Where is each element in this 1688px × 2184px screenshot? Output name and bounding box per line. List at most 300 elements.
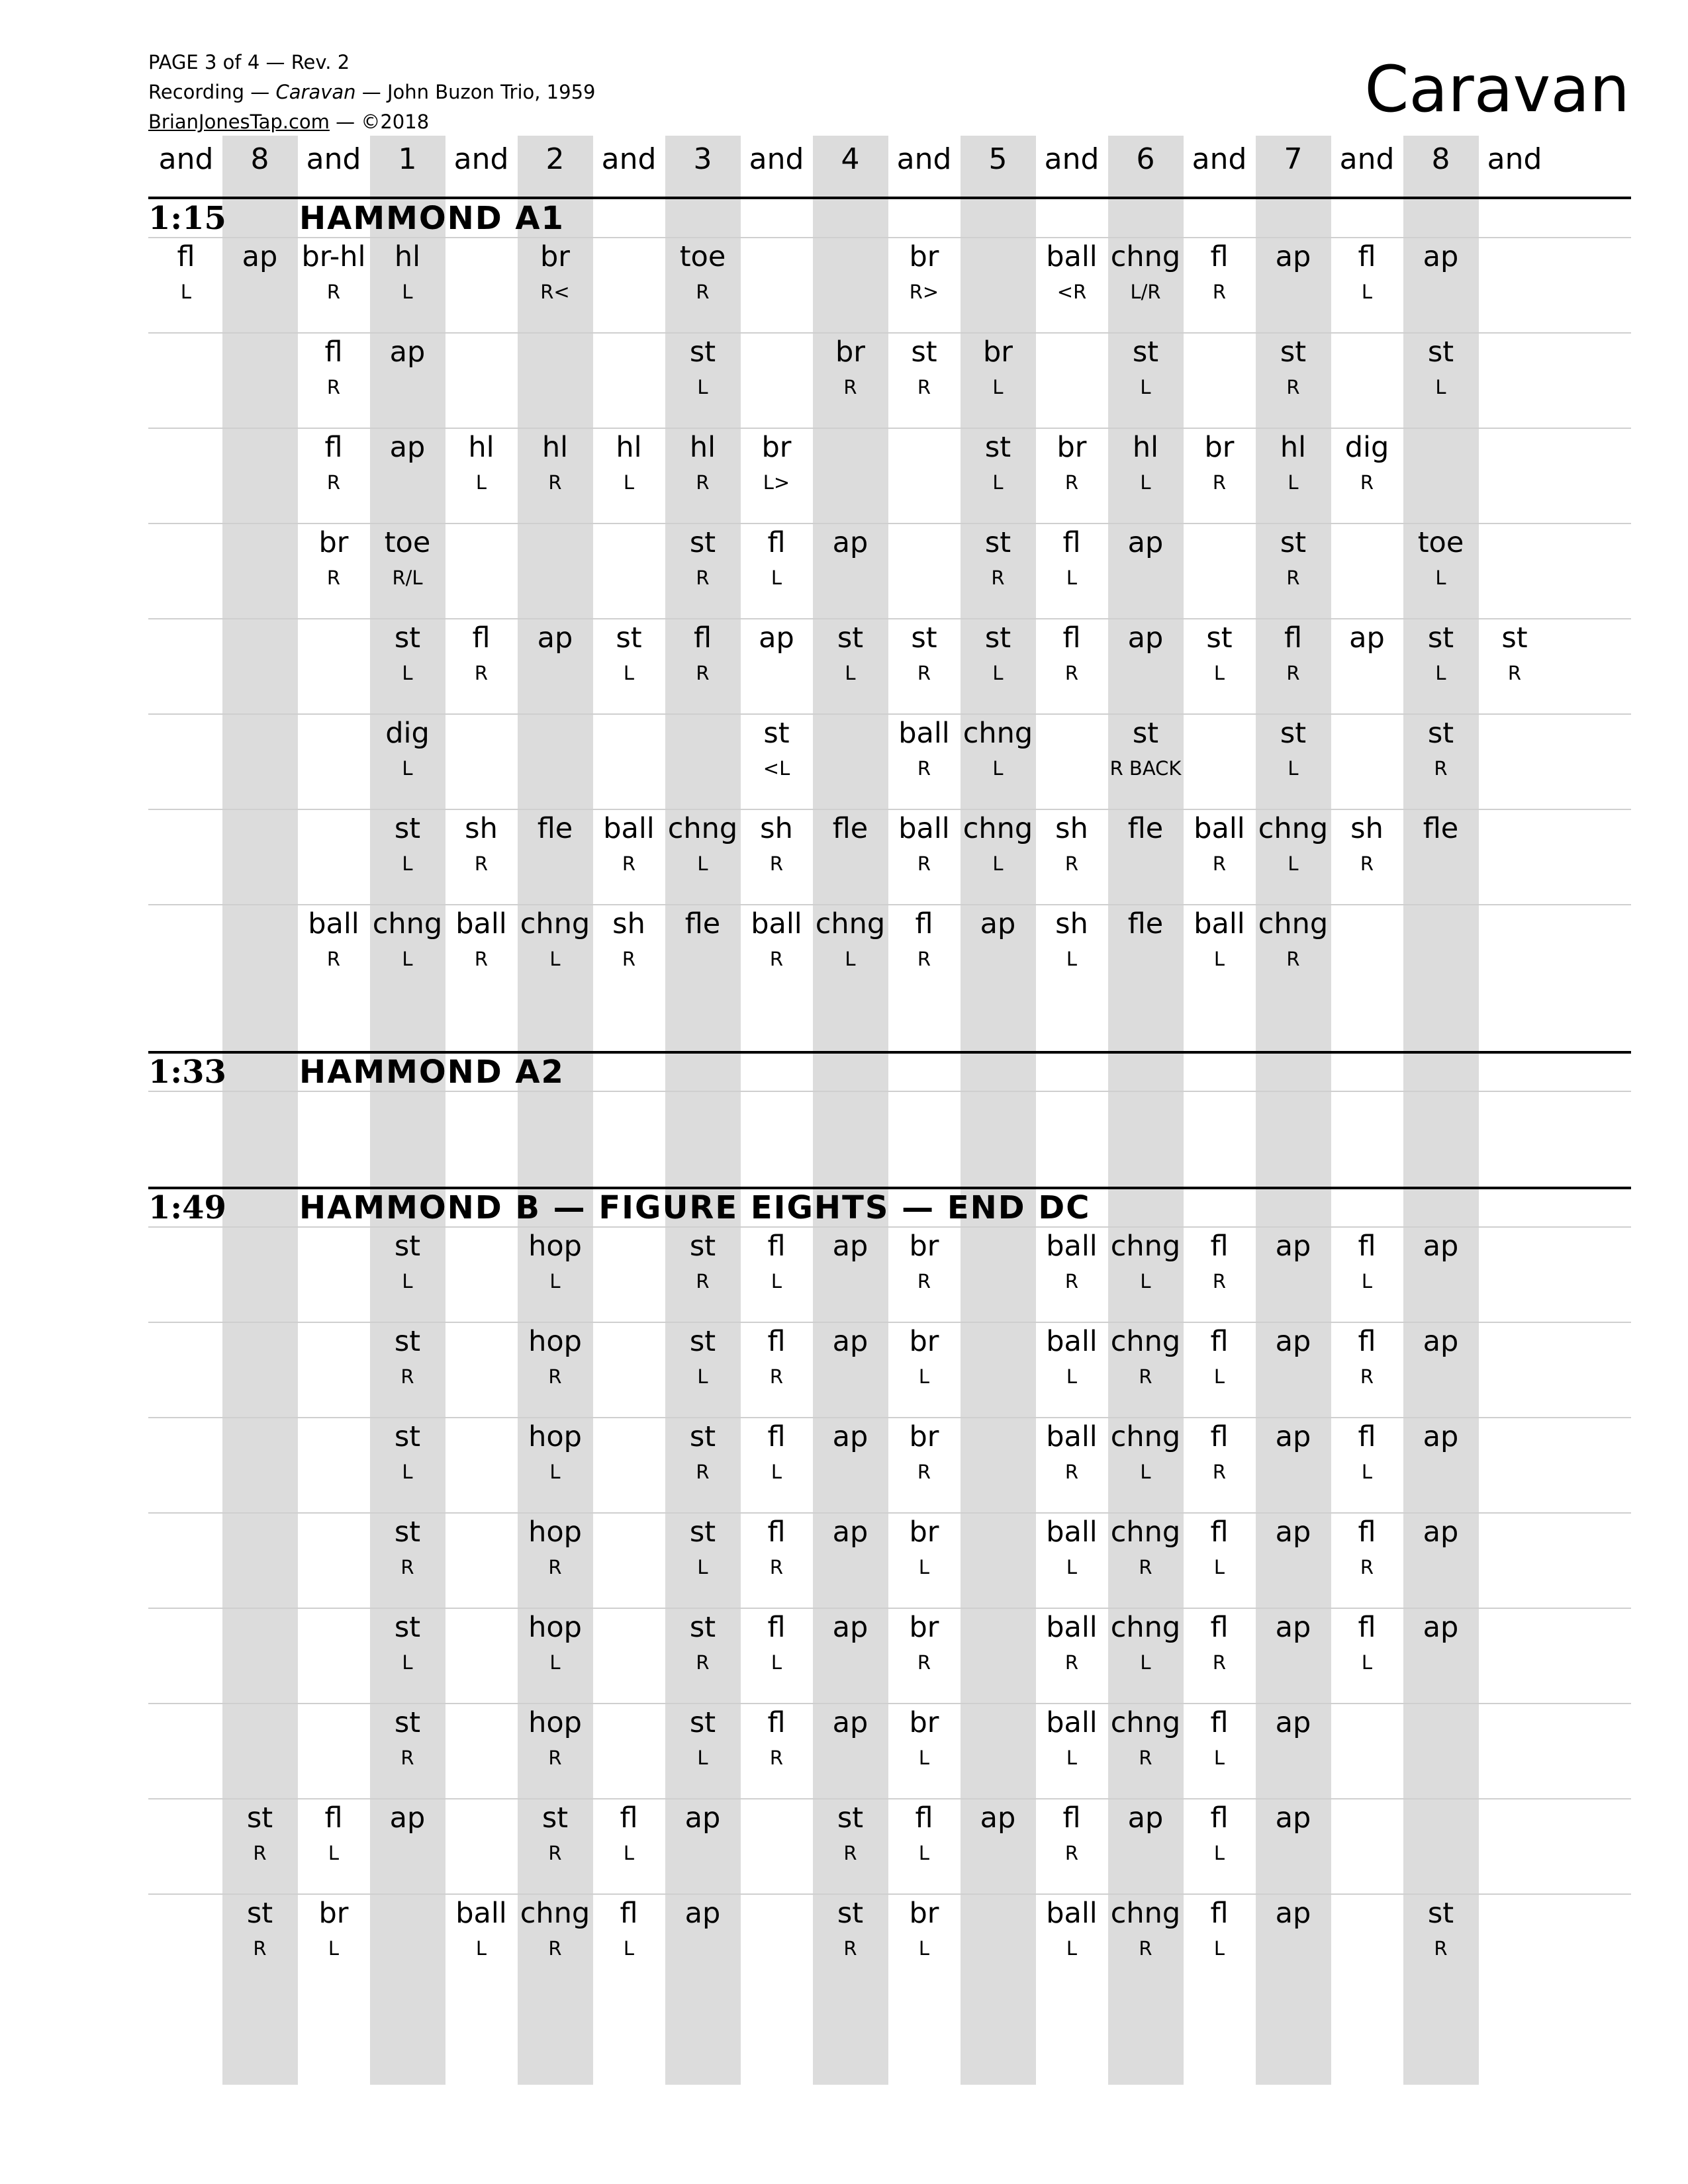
foot-label: R: [696, 662, 710, 684]
step-label: chng: [1110, 1516, 1181, 1549]
foot-label: L: [1288, 471, 1299, 494]
foot-label: R: [326, 471, 341, 494]
step-label: fle: [1127, 907, 1164, 940]
step-label: st: [1132, 717, 1159, 750]
foot-label: L: [623, 471, 635, 494]
foot-label: L: [1435, 567, 1446, 589]
step-label: fl: [1210, 1801, 1229, 1835]
step-label: br-hl: [301, 240, 366, 273]
foot-label: L: [1140, 376, 1151, 398]
step-label: chng: [1258, 812, 1329, 845]
site-link[interactable]: BrianJonesTap.com: [148, 111, 330, 133]
step-label: st: [1427, 717, 1454, 750]
step-label: st: [911, 621, 937, 655]
step-label: ball: [1046, 1897, 1098, 1930]
foot-label: R: [917, 948, 931, 970]
step-label: fl: [1210, 1420, 1229, 1453]
foot-label: R: [326, 376, 341, 398]
step-label: ap: [1127, 526, 1164, 559]
foot-label: R: [1139, 1747, 1152, 1769]
foot-label: R: [1064, 1461, 1079, 1483]
step-label: ap: [832, 1325, 868, 1358]
row-divider: [148, 904, 1631, 905]
foot-label: R: [769, 852, 784, 875]
foot-label: L: [697, 1556, 708, 1578]
step-label: ap: [1275, 1897, 1311, 1930]
foot-label: L: [1361, 1461, 1373, 1483]
step-label: fl: [1062, 621, 1081, 655]
row-divider: [148, 1512, 1631, 1514]
foot-label: L: [328, 1842, 340, 1864]
foot-label: R: [1286, 376, 1300, 398]
foot-label: L>: [763, 471, 790, 494]
step-label: fl: [620, 1897, 638, 1930]
foot-label: R: [548, 1842, 562, 1864]
step-label: st: [394, 1420, 421, 1453]
foot-label: L: [1066, 567, 1078, 589]
foot-label: L: [1066, 1556, 1078, 1578]
foot-label: R: [696, 567, 710, 589]
step-label: ball: [1046, 1325, 1098, 1358]
step-label: st: [689, 1230, 716, 1263]
foot-label: L: [1066, 1365, 1078, 1388]
foot-label: L: [402, 662, 413, 684]
foot-label: R BACK: [1109, 757, 1182, 780]
count-label: and: [896, 142, 952, 176]
foot-label: R: [400, 1556, 414, 1578]
step-label: ap: [1275, 1420, 1311, 1453]
step-label: hl: [689, 431, 716, 464]
step-label: fl: [1210, 1230, 1229, 1263]
section-title: HAMMOND B — FIGURE EIGHTS — END DC: [299, 1189, 1091, 1226]
step-label: hl: [394, 240, 421, 273]
section-time: 1:49: [148, 1189, 226, 1226]
step-label: st: [394, 812, 421, 845]
step-label: chng: [520, 907, 590, 940]
foot-label: R: [1286, 662, 1300, 684]
step-label: fl: [915, 1801, 933, 1835]
step-label: br: [318, 526, 349, 559]
foot-label: L: [1140, 1461, 1151, 1483]
step-label: hop: [528, 1230, 582, 1263]
step-label: sh: [612, 907, 645, 940]
step-label: br: [909, 1897, 939, 1930]
step-label: hop: [528, 1516, 582, 1549]
foot-label: R: [917, 376, 931, 398]
step-label: ap: [1275, 1611, 1311, 1644]
foot-label: L: [1213, 1556, 1225, 1578]
count-label: 4: [841, 142, 860, 176]
foot-label: L: [402, 1270, 413, 1293]
step-label: chng: [1258, 907, 1329, 940]
step-label: ball: [1046, 1516, 1098, 1549]
step-label: ap: [389, 431, 426, 464]
step-label: sh: [1055, 907, 1088, 940]
foot-label: L: [918, 1842, 930, 1864]
step-label: fl: [767, 1516, 786, 1549]
page-title: Caravan: [1364, 52, 1630, 126]
foot-label: R: [696, 471, 710, 494]
row-divider: [148, 428, 1631, 429]
step-label: fl: [1358, 1611, 1376, 1644]
step-label: ap: [537, 621, 573, 655]
foot-label: L: [845, 662, 856, 684]
step-label: br: [909, 1230, 939, 1263]
step-label: fl: [324, 336, 343, 369]
step-label: ap: [1275, 240, 1311, 273]
step-label: br: [909, 1325, 939, 1358]
step-label: ball: [1046, 240, 1098, 273]
step-label: ap: [389, 336, 426, 369]
step-label: st: [1427, 336, 1454, 369]
step-label: chng: [1110, 1897, 1181, 1930]
foot-label: L: [697, 1747, 708, 1769]
foot-label: L: [697, 852, 708, 875]
foot-label: R: [1064, 1842, 1079, 1864]
foot-label: L: [402, 281, 413, 303]
foot-label: R: [1434, 757, 1448, 780]
foot-label: L: [1140, 1270, 1151, 1293]
foot-label: R: [1212, 1461, 1227, 1483]
foot-label: L: [1066, 1937, 1078, 1960]
row-divider: [148, 1798, 1631, 1799]
foot-label: R: [769, 1556, 784, 1578]
step-label: ap: [1423, 1611, 1459, 1644]
step-label: st: [1280, 336, 1307, 369]
step-label: hop: [528, 1706, 582, 1739]
step-label: br: [318, 1897, 349, 1930]
step-label: ap: [1275, 1801, 1311, 1835]
count-label: and: [1487, 142, 1542, 176]
step-label: br: [1204, 431, 1235, 464]
step-label: fl: [1210, 1706, 1229, 1739]
foot-label: R: [1212, 852, 1227, 875]
foot-label: R: [696, 1270, 710, 1293]
step-label: st: [984, 431, 1011, 464]
step-label: fl: [324, 431, 343, 464]
foot-label: L: [697, 1365, 708, 1388]
count-label: 3: [693, 142, 712, 176]
foot-label: R: [1360, 1556, 1374, 1578]
step-label: ap: [1423, 1516, 1459, 1549]
foot-label: R: [696, 1651, 710, 1674]
step-label: hl: [468, 431, 494, 464]
step-label: st: [246, 1801, 273, 1835]
count-label: and: [306, 142, 361, 176]
foot-label: R: [917, 757, 931, 780]
foot-label: R: [1064, 471, 1079, 494]
step-label: fl: [1062, 526, 1081, 559]
foot-label: L: [1361, 1270, 1373, 1293]
count-label: 1: [398, 142, 417, 176]
foot-label: R: [696, 281, 710, 303]
step-label: chng: [1110, 1325, 1181, 1358]
step-label: dig: [385, 717, 430, 750]
step-label: fl: [1358, 1516, 1376, 1549]
foot-label: R: [917, 662, 931, 684]
step-label: fl: [1358, 1230, 1376, 1263]
step-label: br: [835, 336, 865, 369]
step-label: st: [1427, 621, 1454, 655]
foot-label: L: [1213, 1747, 1225, 1769]
step-label: st: [394, 1325, 421, 1358]
foot-label: R: [991, 567, 1005, 589]
foot-label: R: [622, 948, 636, 970]
foot-label: R: [769, 1365, 784, 1388]
foot-label: L: [1140, 1651, 1151, 1674]
step-label: fl: [472, 621, 491, 655]
step-label: fl: [767, 1706, 786, 1739]
foot-label: R: [622, 852, 636, 875]
foot-label: R: [769, 948, 784, 970]
foot-label: R: [1212, 471, 1227, 494]
step-label: ball: [898, 717, 950, 750]
step-label: ball: [603, 812, 655, 845]
step-label: st: [689, 1706, 716, 1739]
foot-label: L: [918, 1937, 930, 1960]
step-label: ap: [1275, 1706, 1311, 1739]
foot-label: L: [1066, 1747, 1078, 1769]
foot-label: L: [992, 376, 1004, 398]
step-label: ap: [1423, 1420, 1459, 1453]
step-label: st: [837, 621, 864, 655]
step-label: ap: [1127, 621, 1164, 655]
foot-label: R: [1212, 1270, 1227, 1293]
row-divider: [148, 618, 1631, 619]
foot-label: R: [1212, 1651, 1227, 1674]
step-label: toe: [679, 240, 726, 273]
step-label: sh: [1350, 812, 1383, 845]
step-label: ball: [898, 812, 950, 845]
foot-label: L: [771, 567, 782, 589]
step-label: ap: [832, 1420, 868, 1453]
count-label: 5: [988, 142, 1008, 176]
step-label: br: [1056, 431, 1087, 464]
row-divider: [148, 237, 1631, 238]
foot-label: R: [253, 1842, 267, 1864]
step-label: st: [394, 1611, 421, 1644]
step-label: st: [616, 621, 642, 655]
recording-title: Caravan: [275, 81, 356, 103]
foot-label: L: [1435, 376, 1446, 398]
foot-label: L: [918, 1365, 930, 1388]
step-label: ball: [455, 1897, 507, 1930]
foot-label: R: [474, 948, 489, 970]
step-label: st: [689, 1611, 716, 1644]
step-label: sh: [1055, 812, 1088, 845]
foot-label: L: [1288, 852, 1299, 875]
foot-label: R: [917, 1461, 931, 1483]
foot-label: L: [1288, 757, 1299, 780]
foot-label: R: [474, 852, 489, 875]
step-label: chng: [962, 812, 1033, 845]
step-label: br: [761, 431, 792, 464]
step-label: st: [1132, 336, 1159, 369]
step-label: ball: [1046, 1230, 1098, 1263]
step-label: st: [1280, 526, 1307, 559]
step-label: ap: [832, 1516, 868, 1549]
foot-label: L: [180, 281, 192, 303]
step-label: st: [837, 1801, 864, 1835]
step-label: st: [837, 1897, 864, 1930]
count-label: 6: [1136, 142, 1155, 176]
foot-label: L: [549, 1270, 561, 1293]
foot-label: L: [402, 852, 413, 875]
step-label: fl: [177, 240, 195, 273]
foot-label: L: [475, 1937, 487, 1960]
step-label: st: [689, 1325, 716, 1358]
foot-label: L: [697, 376, 708, 398]
foot-label: R<: [540, 281, 570, 303]
step-label: chng: [667, 812, 738, 845]
step-label: chng: [1110, 1611, 1181, 1644]
foot-label: R: [326, 948, 341, 970]
step-label: ap: [389, 1801, 426, 1835]
foot-label: L: [328, 1937, 340, 1960]
foot-label: L: [1213, 1365, 1225, 1388]
step-label: ap: [980, 907, 1016, 940]
foot-label: R: [1434, 1937, 1448, 1960]
foot-label: L: [1140, 471, 1151, 494]
step-label: fle: [1127, 812, 1164, 845]
step-label: chng: [1110, 1706, 1181, 1739]
step-label: br: [909, 1516, 939, 1549]
step-label: fl: [1284, 621, 1303, 655]
foot-label: R: [548, 1747, 562, 1769]
foot-label: L: [771, 1270, 782, 1293]
step-label: ap: [759, 621, 794, 655]
step-label: ball: [1046, 1706, 1098, 1739]
foot-label: <L: [763, 757, 790, 780]
foot-label: R: [1064, 1651, 1079, 1674]
foot-label: R: [1212, 281, 1227, 303]
count-label: and: [453, 142, 509, 176]
foot-label: L: [992, 662, 1004, 684]
step-label: fl: [324, 1801, 343, 1835]
foot-label: R: [1360, 1365, 1374, 1388]
step-label: ap: [832, 1611, 868, 1644]
step-label: fl: [1358, 1420, 1376, 1453]
step-label: st: [394, 1230, 421, 1263]
step-label: st: [984, 526, 1011, 559]
foot-label: L: [1435, 662, 1446, 684]
step-label: st: [1280, 717, 1307, 750]
foot-label: R: [1139, 1556, 1152, 1578]
foot-label: R: [843, 376, 857, 398]
step-label: sh: [465, 812, 498, 845]
step-label: fl: [693, 621, 712, 655]
foot-label: R: [917, 852, 931, 875]
foot-label: L: [402, 1651, 413, 1674]
foot-label: L/R: [1130, 281, 1161, 303]
step-label: st: [394, 1706, 421, 1739]
foot-label: L: [475, 471, 487, 494]
foot-label: L: [918, 1747, 930, 1769]
step-label: ap: [1423, 1230, 1459, 1263]
step-label: dig: [1344, 431, 1389, 464]
step-label: fl: [1358, 240, 1376, 273]
step-label: br: [909, 240, 939, 273]
step-label: ap: [1349, 621, 1385, 655]
recording-line: Recording — Caravan — John Buzon Trio, 1959: [148, 81, 596, 103]
step-label: ap: [684, 1897, 721, 1930]
step-label: ball: [751, 907, 802, 940]
section-time: 1:15: [148, 200, 226, 237]
row-divider: [148, 809, 1631, 810]
foot-label: R: [400, 1365, 414, 1388]
step-label: chng: [962, 717, 1033, 750]
foot-label: R: [843, 1842, 857, 1864]
foot-label: R>: [909, 281, 939, 303]
step-label: ap: [1275, 1230, 1311, 1263]
step-label: fl: [767, 1611, 786, 1644]
step-label: fl: [767, 1420, 786, 1453]
step-label: ap: [980, 1801, 1016, 1835]
row-divider: [148, 1893, 1631, 1895]
count-label: 2: [545, 142, 565, 176]
foot-label: R: [1507, 662, 1522, 684]
foot-label: R: [843, 1937, 857, 1960]
step-label: fl: [915, 907, 933, 940]
foot-label: R: [548, 1937, 562, 1960]
step-label: ball: [1194, 907, 1245, 940]
foot-label: R: [1064, 662, 1079, 684]
step-label: fl: [1210, 1611, 1229, 1644]
step-label: hl: [1280, 431, 1307, 464]
row-divider: [148, 1091, 1631, 1092]
step-label: st: [1427, 1897, 1454, 1930]
step-label: ball: [455, 907, 507, 940]
header-rule: [148, 197, 1631, 199]
step-label: st: [689, 1420, 716, 1453]
foot-label: L: [992, 757, 1004, 780]
foot-label: L: [1213, 662, 1225, 684]
count-label: 7: [1284, 142, 1303, 176]
row-divider: [148, 332, 1631, 334]
foot-label: L: [623, 1842, 635, 1864]
step-label: fle: [537, 812, 573, 845]
foot-label: L: [771, 1461, 782, 1483]
foot-label: L: [1213, 948, 1225, 970]
foot-label: L: [402, 948, 413, 970]
site-line: BrianJonesTap.com — ©2018: [148, 111, 430, 133]
step-label: fl: [1210, 1325, 1229, 1358]
step-label: chng: [1110, 240, 1181, 273]
step-label: fl: [767, 1230, 786, 1263]
foot-label: R: [474, 662, 489, 684]
step-label: st: [1206, 621, 1233, 655]
step-label: st: [541, 1801, 569, 1835]
step-label: br: [909, 1706, 939, 1739]
foot-label: R: [1360, 852, 1374, 875]
foot-label: L: [992, 852, 1004, 875]
foot-label: R: [1286, 567, 1300, 589]
step-label: st: [911, 336, 937, 369]
step-label: fl: [1210, 240, 1229, 273]
step-label: chng: [372, 907, 443, 940]
foot-label: R: [917, 1270, 931, 1293]
step-label: chng: [1110, 1230, 1181, 1263]
step-label: fle: [1423, 812, 1459, 845]
step-label: hop: [528, 1611, 582, 1644]
count-label: and: [601, 142, 657, 176]
foot-label: R: [1064, 1270, 1079, 1293]
foot-label: L: [1361, 1651, 1373, 1674]
step-label: fl: [767, 526, 786, 559]
step-label: st: [984, 621, 1011, 655]
step-label: ball: [1046, 1611, 1098, 1644]
step-label: chng: [520, 1897, 590, 1930]
